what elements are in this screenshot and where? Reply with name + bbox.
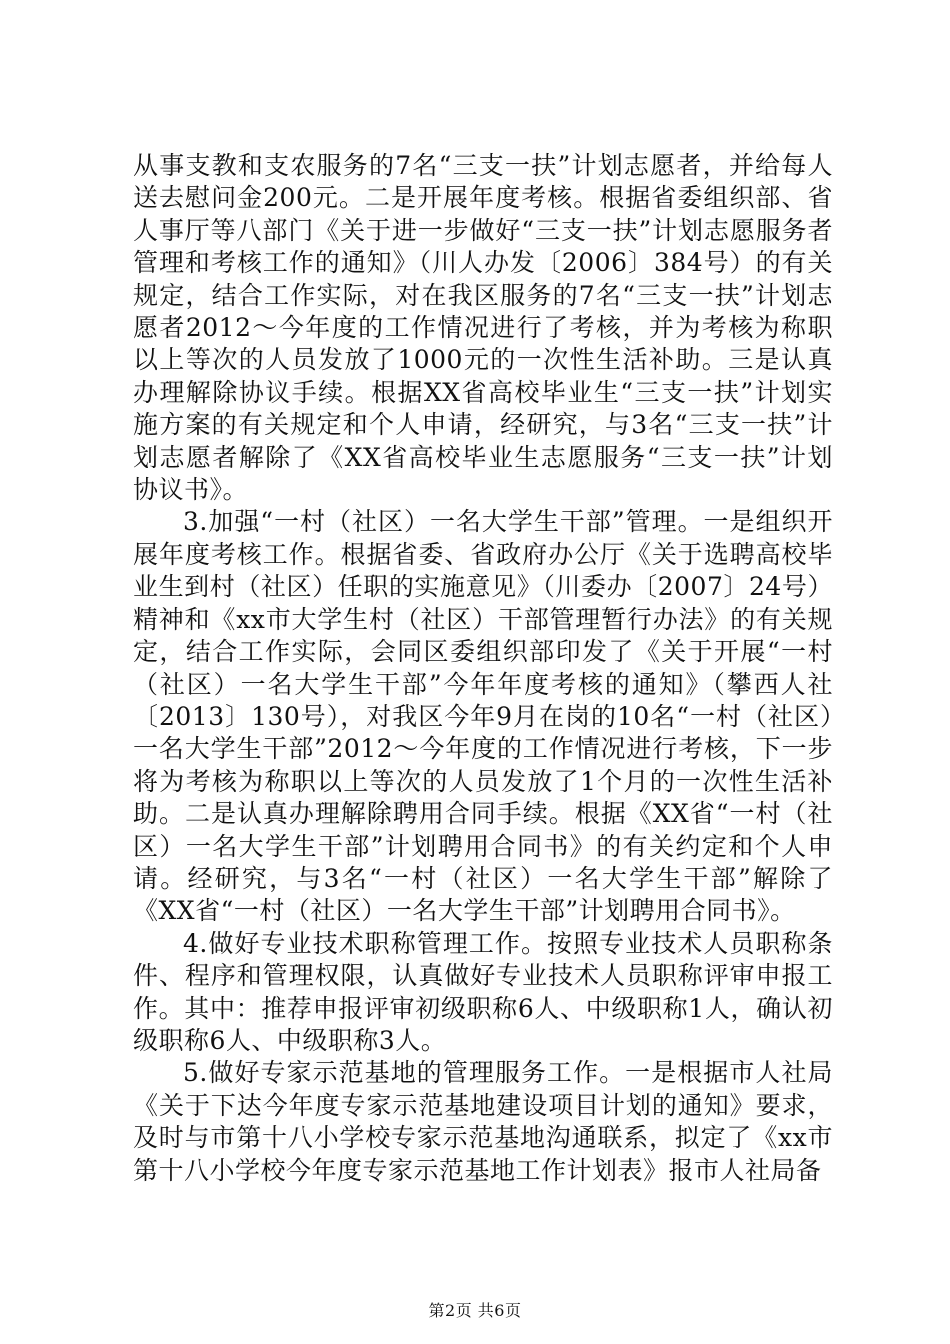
paragraph-4: 5.做好专家示范基地的管理服务工作。一是根据市人社局《关于下达今年度专家示范基地建设项目计划的通知》要求，及时与市第十八小学校专家示范基地沟通联系，拟定了《xx市第十八小学校今年度专家示范基地工作计划表》报市人社局备 bbox=[133, 1058, 833, 1185]
page-footer: 第2页 共6页 bbox=[428, 1301, 522, 1320]
paragraph-2: 3.加强“一村（社区）一名大学生干部”管理。一是组织开展年度考核工作。根据省委、省政府办公厅《关于选聘高校毕业生到村（社区）任职的实施意见》（川委办〔2007〕24号）精神和《xx市大学生村（社区）干部管理暂行办法》的有关规定，结合工作实际，会同区委组织部印发了《关于开展“一村（社区）一名大学生干部”今年年度考核的通知》（攀西人社〔2013〕130号），对我区今年9月在岗的10名“一村（社区）一名大学生干部”2012～今年度的工作情况进行考核，下一步将为考核为称职以上等次的人员发放了1个月的一次性生活补助。二是认真办理解除聘用合同手续。根据《XX省“一村（社区）一名大学生干部”计划聘用合同书》的有关约定和个人申请。经研究，与3名“一村（社区）一名大学生干部”解除了《XX省“一村（社区）一名大学生干部”计划聘用合同书》。 bbox=[133, 507, 833, 926]
paragraph-3: 4.做好专业技术职称管理工作。按照专业技术人员职称条件、程序和管理权限，认真做好专业技术人员职称评审申报工作。其中：推荐申报评审初级职称6人、中级职称1人，确认初级职称6人、中级职称3人。 bbox=[133, 928, 833, 1055]
document-body bbox=[133, 150, 833, 1187]
paragraph-1: 从事支教和支农服务的7名“三支一扶”计划志愿者，并给每人送去慰问金200元。二是开展年度考核。根据省委组织部、省人事厅等八部门《关于进一步做好“三支一扶”计划志愿服务者管理和考核工作的通知》（川人办发〔2006〕384号）的有关规定，结合工作实际，对在我区服务的7名“三支一扶”计划志愿者2012～今年度的工作情况进行了考核，并为考核为称职以上等次的人员发放了1000元的一次性生活补助。三是认真办理解除协议手续。根据XX省高校毕业生“三支一扶”计划实施方案的有关规定和个人申请，经研究，与3名“三支一扶”计划志愿者解除了《XX省高校毕业生志愿服务“三支一扶”计划协议书》。 bbox=[133, 151, 833, 505]
